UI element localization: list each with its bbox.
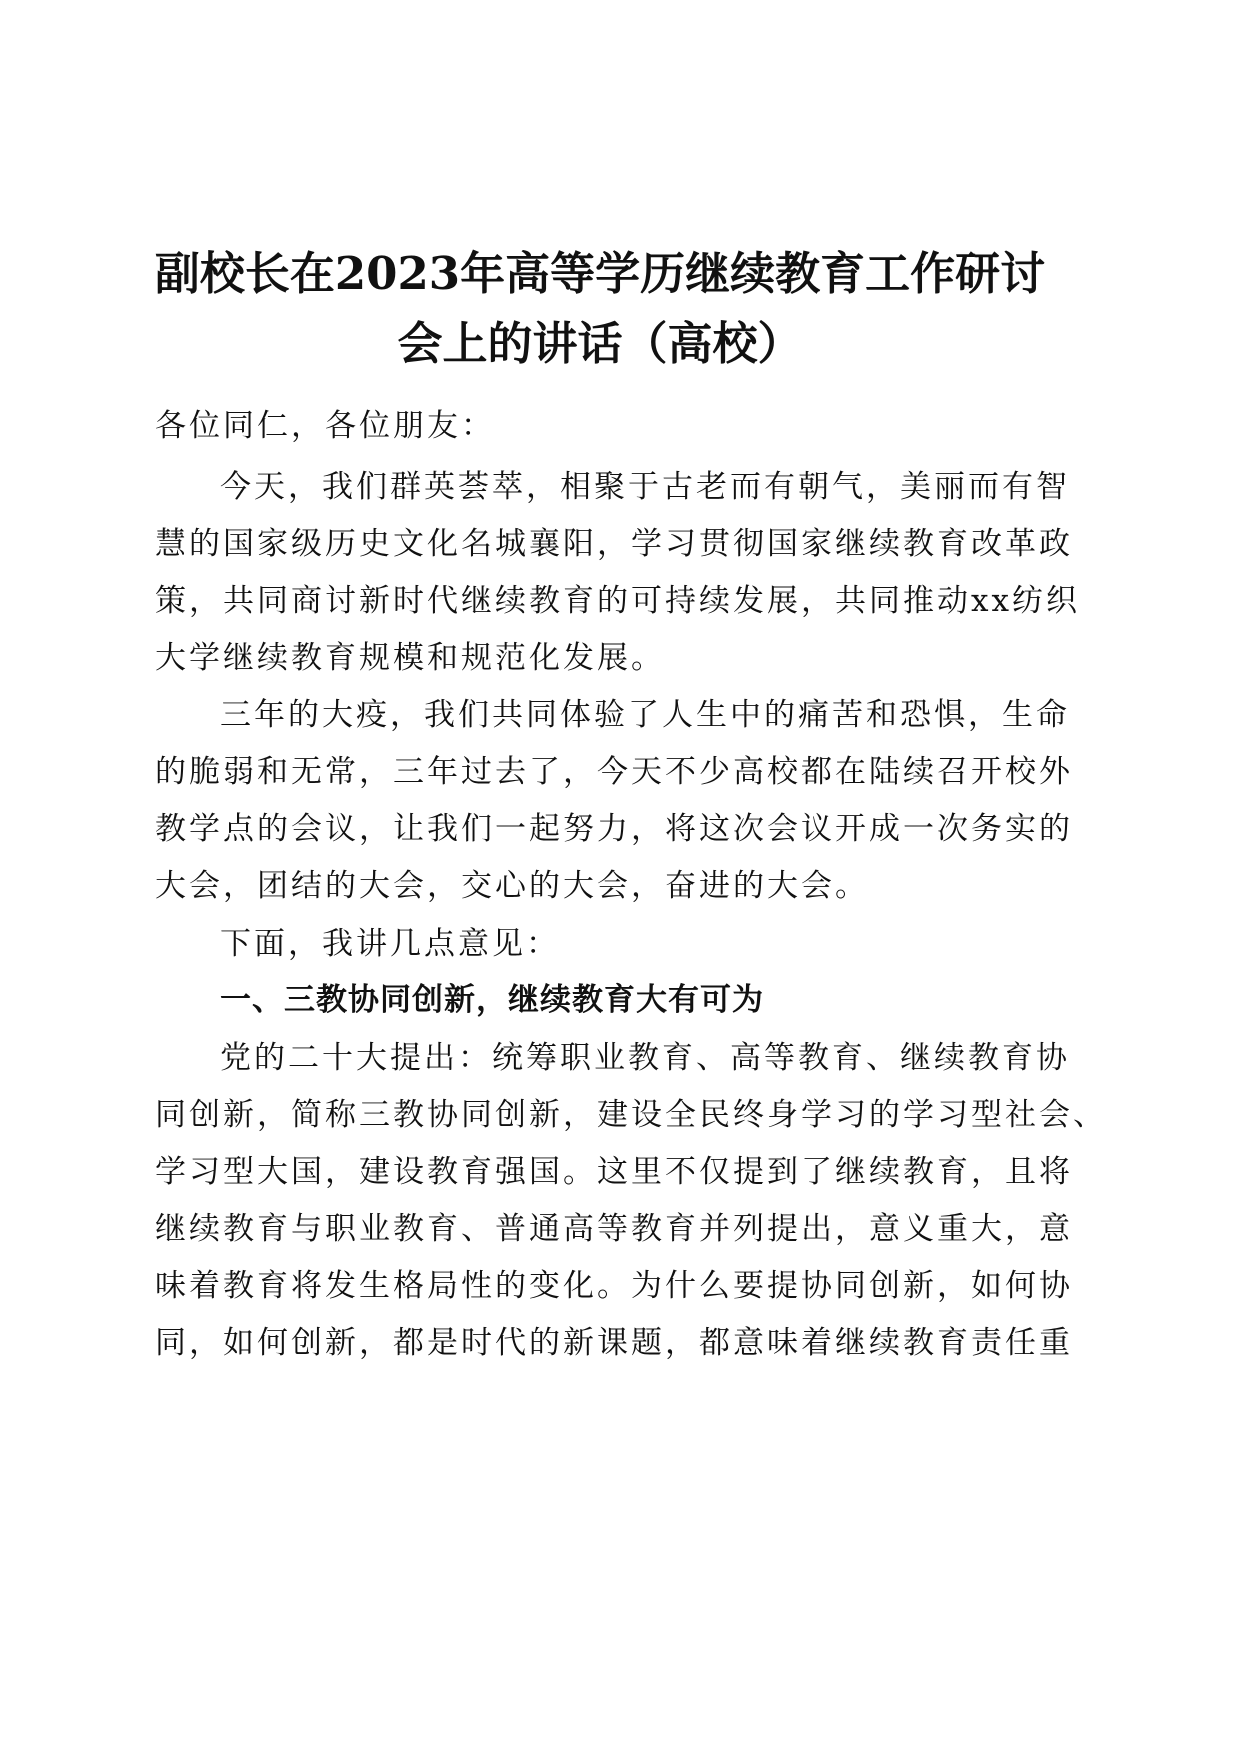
paragraph-1-line-4: 大学继续教育规模和规范化发展。 [155,640,665,676]
paragraph-2-line-1: 三年的大疫，我们共同体验了人生中的痛苦和恐惧，生命 [220,697,1070,733]
document-title-line-1: 副校长在2023年高等学历继续教育工作研讨 [154,247,1046,300]
paragraph-4-line-4: 继续教育与职业教育、普通高等教育并列提出，意义重大，意 [155,1211,1073,1247]
paragraph-2-line-4: 大会，团结的大会，交心的大会，奋进的大会。 [155,868,869,904]
paragraph-4-line-5: 味着教育将发生格局性的变化。为什么要提协同创新，如何协 [155,1268,1073,1304]
paragraph-4-line-1: 党的二十大提出：统筹职业教育、高等教育、继续教育协 [220,1040,1070,1076]
paragraph-2-line-2: 的脆弱和无常，三年过去了，今天不少高校都在陆续召开校外 [155,754,1073,790]
document-title-line-2: 会上的讲话（高校） [397,317,803,370]
paragraph-4-line-2: 同创新，简称三教协同创新，建设全民终身学习的学习型社会、 [155,1097,1107,1133]
paragraph-1-line-3: 策，共同商讨新时代继续教育的可持续发展，共同推动xx纺织 [155,583,1080,619]
paragraph-1-line-1: 今天，我们群英荟萃，相聚于古老而有朝气，美丽而有智 [220,469,1070,505]
section-1-heading: 一、三教协同创新，继续教育大有可为 [220,982,764,1018]
salutation: 各位同仁，各位朋友： [155,408,495,444]
paragraph-2-line-3: 教学点的会议，让我们一起努力，将这次会议开成一次务实的 [155,811,1073,847]
paragraph-4-line-6: 同，如何创新，都是时代的新课题，都意味着继续教育责任重 [155,1325,1073,1361]
paragraph-3: 下面，我讲几点意见： [220,926,560,962]
paragraph-1-line-2: 慧的国家级历史文化名城襄阳，学习贯彻国家继续教育改革政 [155,526,1073,562]
paragraph-4-line-3: 学习型大国，建设教育强国。这里不仅提到了继续教育，且将 [155,1154,1073,1190]
